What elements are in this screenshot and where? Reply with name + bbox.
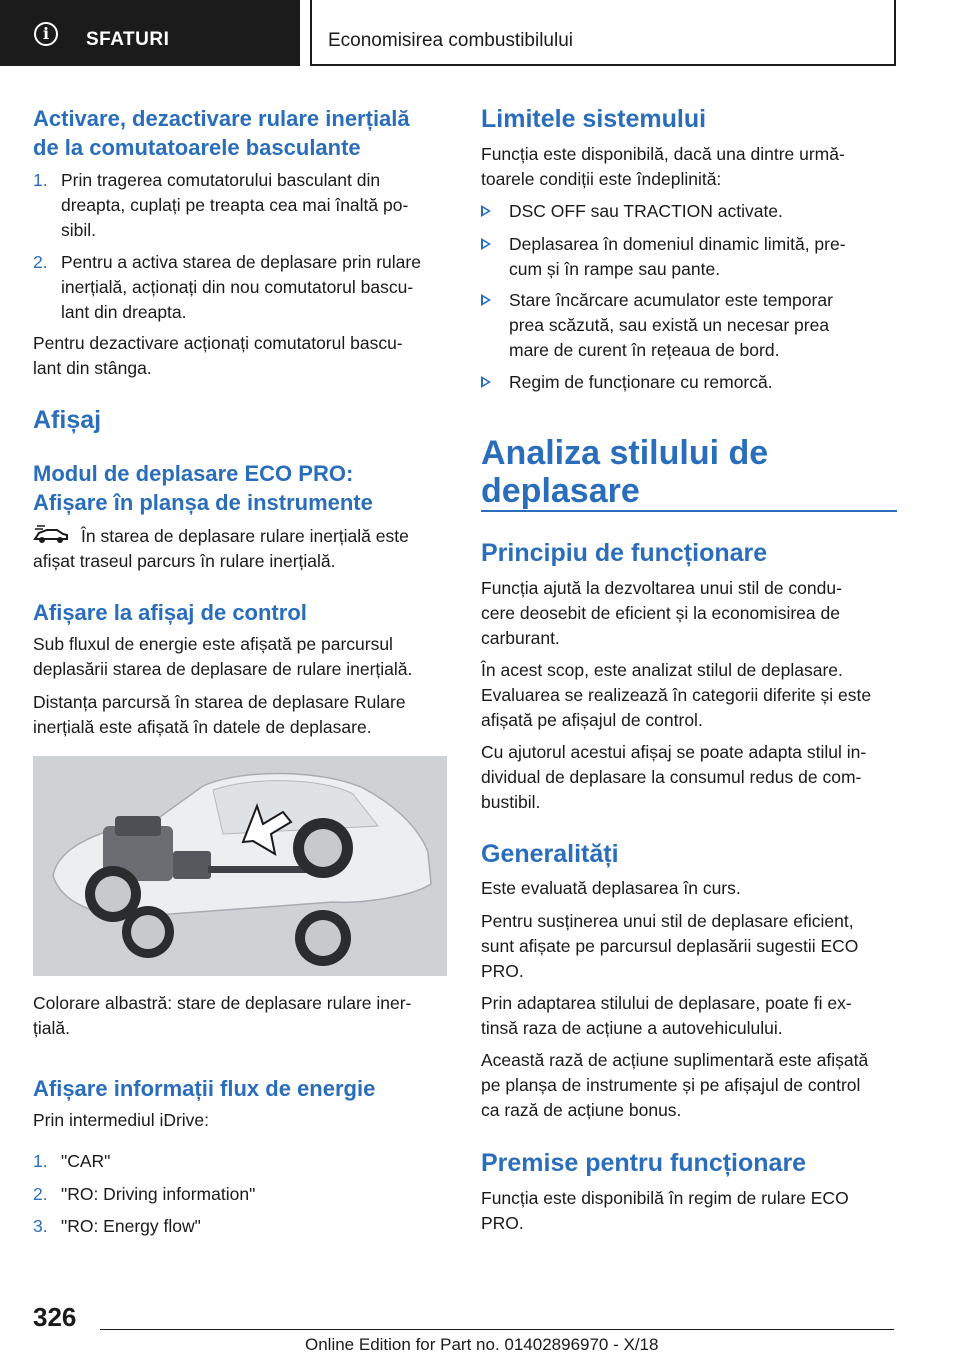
tips-label: SFATURI	[86, 29, 170, 50]
heading-prerequisites: Premise pentru funcționare	[481, 1149, 807, 1177]
heading-control-display: Afișare la afișaj de control	[33, 600, 307, 625]
info-icon: i	[34, 22, 58, 46]
paragraph-control-2: Distanța parcursă în starea de deplasare Rulare inerțială este afișată în datele de deplasare.	[33, 692, 406, 737]
bullet-triangle-icon	[481, 238, 491, 250]
paragraph-principle-2: În acest scop, este analizat stilul de deplasare. Evaluarea se realizează în categorii diferite și este afișată pe afișajul de control.	[481, 660, 872, 730]
paragraph-idrive: Prin intermediul iDrive:	[33, 1110, 210, 1130]
car-coasting-illustration	[33, 756, 447, 976]
paragraph-principle-3: Cu ajutorul acestui afișaj se poate adapta stilul in- dividual de deplasare la consumul redus de com- bustibil.	[481, 742, 867, 812]
paragraph-general-3: Prin adaptarea stilului de deplasare, poate fi ex- tinsă raza de acțiune a autovehiculului.	[481, 993, 852, 1038]
bullet-triangle-icon	[481, 376, 491, 388]
bullet-triangle-icon	[481, 294, 491, 306]
paragraph-control-1: Sub fluxul de energie este afișată pe parcursul deplasării starea de deplasare de rulare inerțială.	[33, 634, 413, 679]
heading-display: Afișaj	[33, 406, 102, 434]
heading-energy-flow: Afișare informații flux de energie	[33, 1076, 376, 1101]
image-caption: Colorare albastră: stare de deplasare rulare iner- țială.	[33, 993, 412, 1038]
footer-edition: Online Edition for Part no. 01402896970 - X/18	[305, 1335, 659, 1354]
heading-eco-pro: Modul de deplasare ECO PRO: Afișare în planșa de instrumente	[33, 461, 373, 515]
heading-driving-style-analysis: Analiza stilului de deplasare	[481, 434, 769, 510]
chapter-title: Economisirea combustibilului	[328, 30, 573, 51]
heading-system-limits: Limitele sistemului	[481, 105, 707, 133]
paragraph-general-2: Pentru susținerea unui stil de deplasare eficient, sunt afișate pe parcursul deplasării sugestii ECO PRO.	[481, 911, 859, 981]
paragraph-prerequisites: Funcția este disponibilă în regim de rulare ECO PRO.	[481, 1188, 849, 1233]
heading-activation: Activare, dezactivare rulare inerțială de la comutatoarele basculante	[33, 106, 410, 160]
paragraph-general-1: Este evaluată deplasarea în curs.	[481, 878, 741, 898]
header-chapter-box	[310, 0, 896, 66]
paragraph-deactivate: Pentru dezactivare acționați comutatorul bascu- lant din stânga.	[33, 333, 403, 378]
paragraph-limits: Funcția este disponibilă, dacă una dintre urmă- toarele condiții este îndeplinită:	[481, 144, 845, 189]
paragraph-eco: În starea de deplasare rulare inerțială este afișat traseul parcurs în rulare inerțială.	[33, 526, 409, 571]
bullet-triangle-icon	[481, 205, 491, 217]
header-tips-tab	[0, 0, 300, 66]
section-rule	[481, 510, 897, 512]
paragraph-principle-1: Funcția ajută la dezvoltarea unui stil de condu- cere deosebit de eficient și la economisirea de carburant.	[481, 578, 842, 648]
paragraph-general-4: Această rază de acțiune suplimentară este afișată pe planșa de instrumente și pe afișajul de control ca rază de acțiune bonus.	[481, 1050, 869, 1120]
heading-principle: Principiu de funcționare	[481, 539, 768, 567]
page-number: 326	[33, 1302, 77, 1332]
heading-general: Generalități	[481, 840, 619, 868]
footer-rule	[100, 1329, 894, 1330]
